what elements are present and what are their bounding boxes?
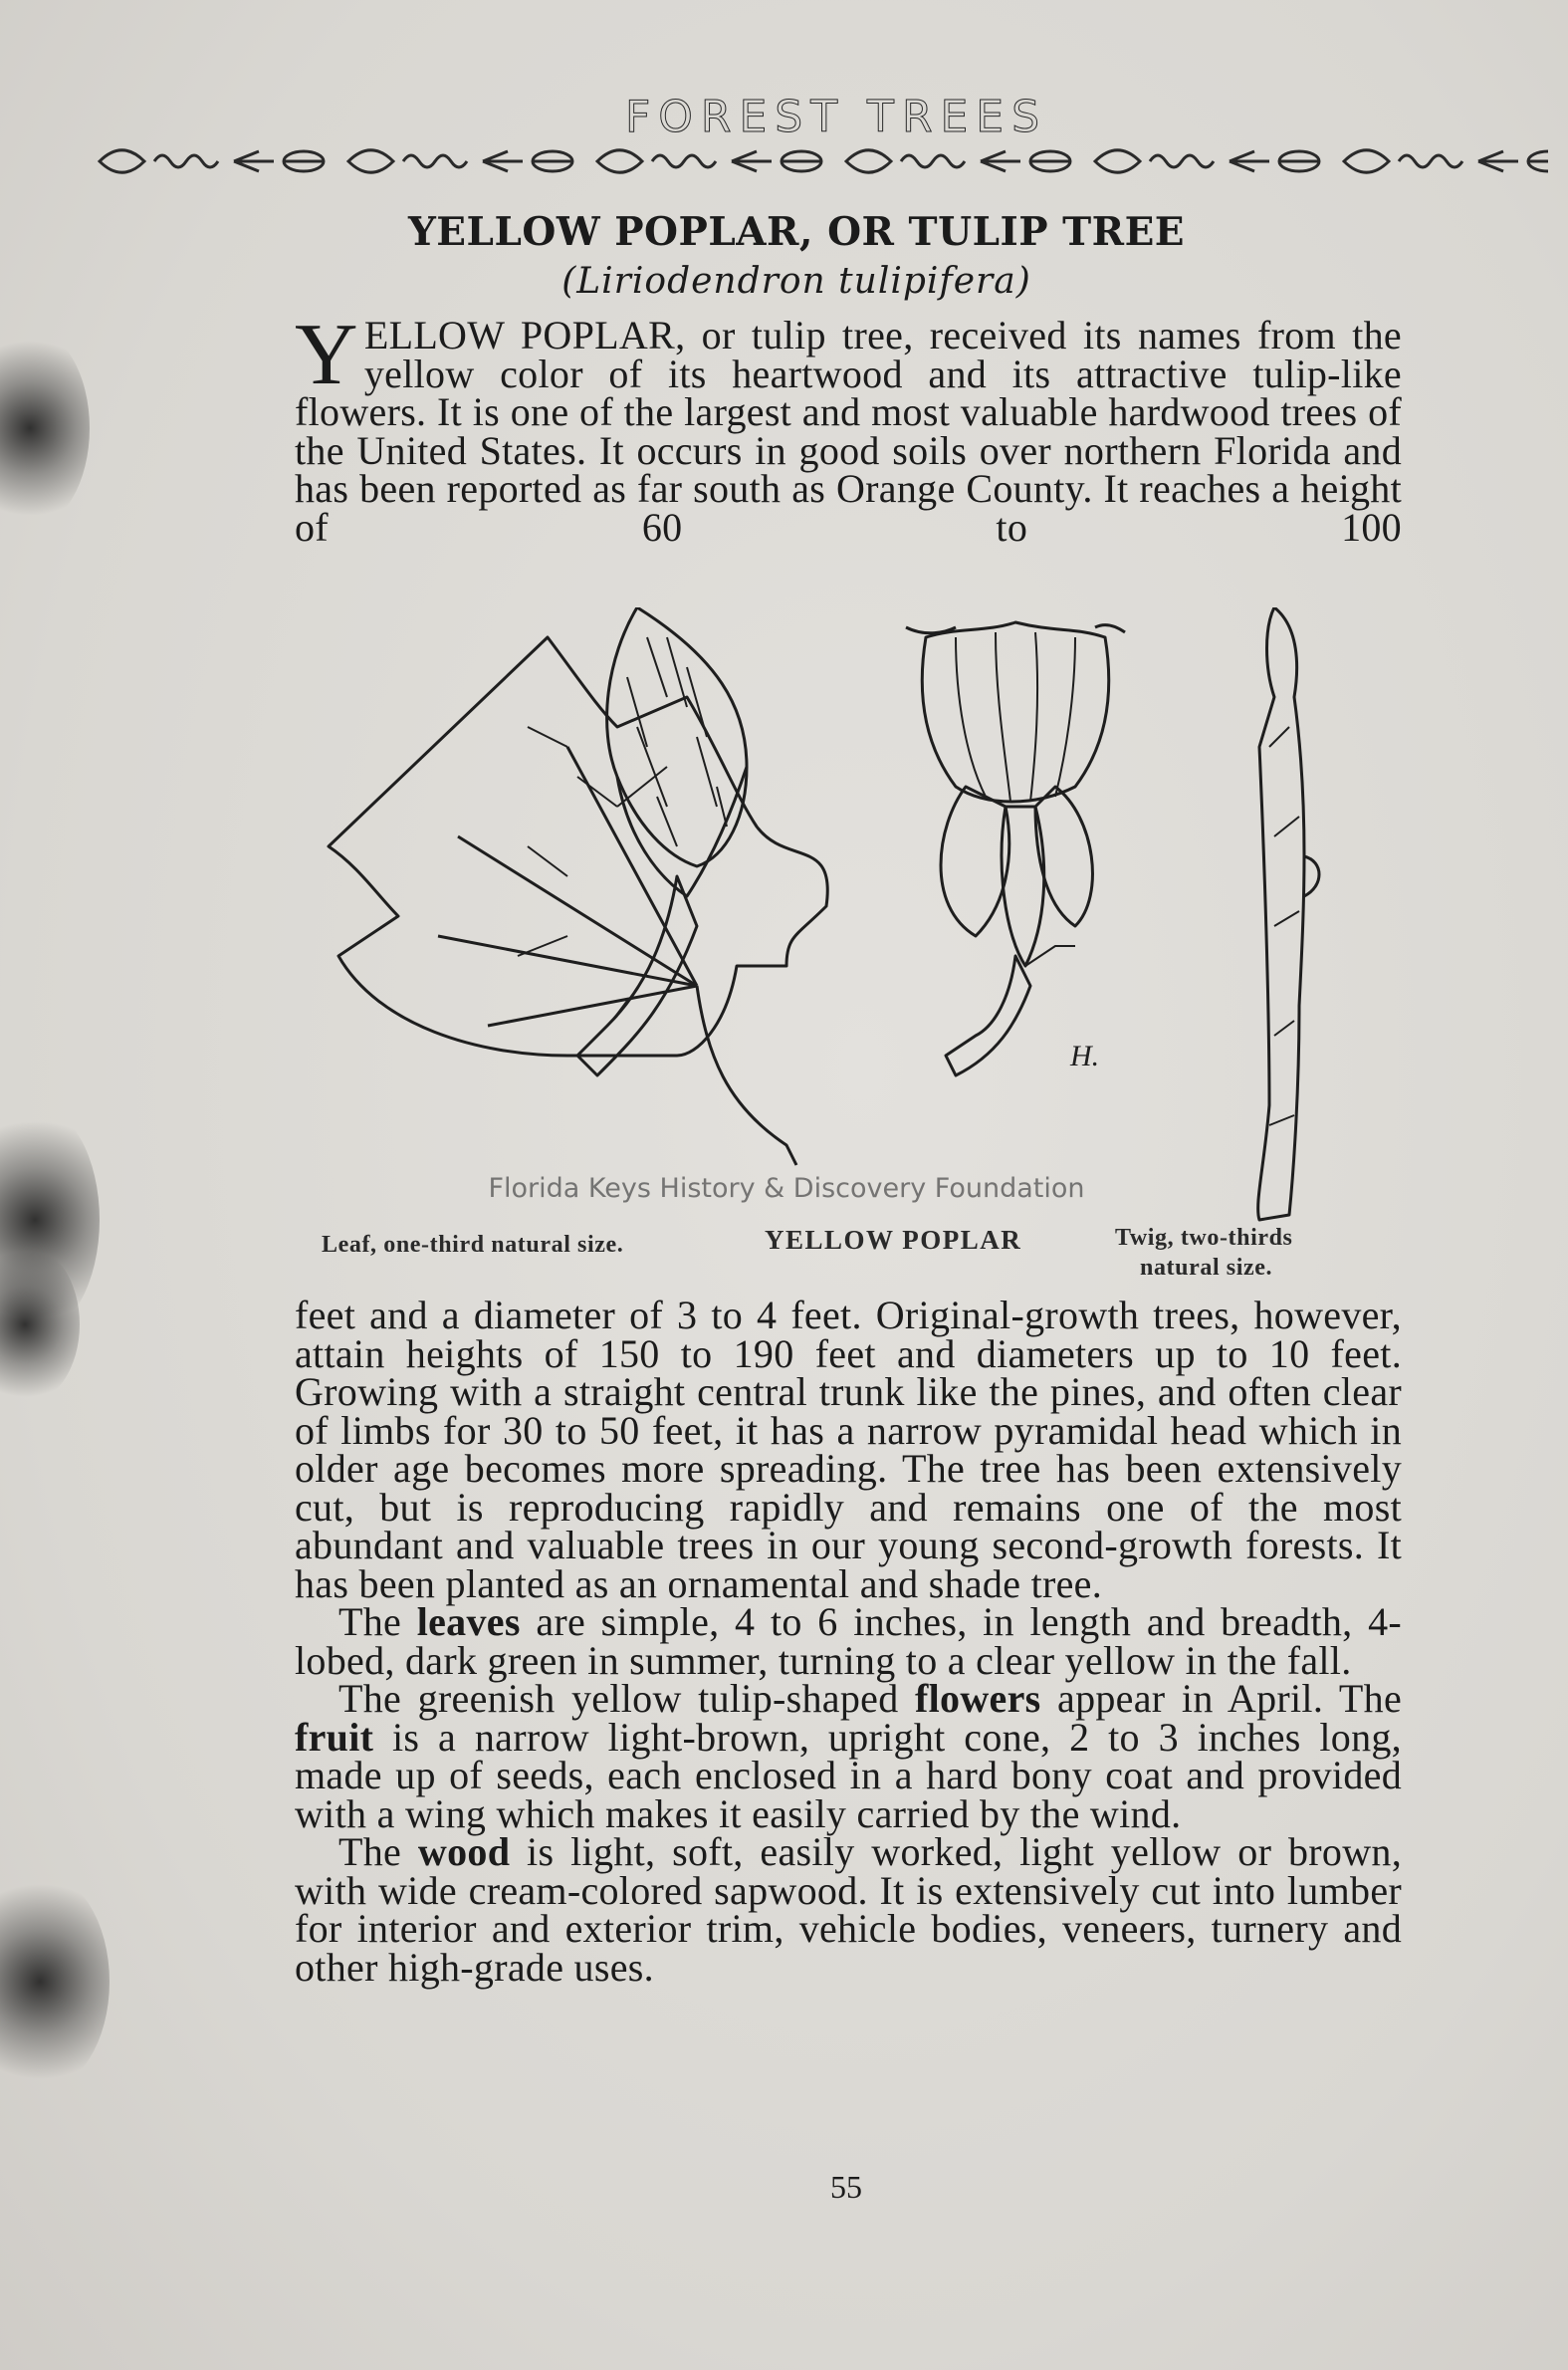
term-flowers: flowers: [915, 1676, 1041, 1721]
burn-mark: [0, 1872, 110, 2091]
body-text: [295, 1293, 1403, 1990]
article-title: YELLOW POPLAR, OR TULIP TREE: [407, 209, 1186, 255]
paragraph-leaves: The leaves are simple, 4 to 6 inches, in length and breadth, 4-lobed, dark green in summer, turning to a clear yellow in the fall.: [295, 1599, 1402, 1683]
caption-twig-line2: natural size.: [1140, 1255, 1273, 1281]
yellow-poplar-illustration: [319, 607, 1394, 1225]
caption-twig-line1: Twig, two-thirds: [1115, 1225, 1293, 1251]
page-number: 55: [830, 2169, 862, 2205]
artist-mark: H.: [1070, 1040, 1100, 1072]
paragraph-wood: The wood is light, soft, easily worked, light yellow or brown, with wide cream-colored sapwood. It is extensively cut into lumber for interior and exterior trim, vehicle bodies, veneers, turnery and other high-grade uses.: [295, 1829, 1403, 1990]
term-leaves: leaves: [416, 1599, 521, 1644]
term-wood: wood: [417, 1829, 511, 1874]
running-header: FOREST TREES: [624, 92, 1048, 142]
term-fruit: fruit: [295, 1714, 374, 1760]
decorative-border-ornament: [95, 141, 1548, 181]
burn-mark: [0, 329, 90, 528]
intro-text: ELLOW POPLAR, or tulip tree, received its names from the yellow color of its heartwood and its attractive tulip-like flowers. It is one of the largest and most valuable hardwood trees of the United States. It occurs in good soils over northern Florida and has been reported as far south as Orange County. It reaches a height of 60 to 100: [295, 313, 1402, 550]
intro-paragraph: [295, 307, 1402, 550]
paragraph-growth: feet and a diameter of 3 to 4 feet. Original-growth trees, however, attain heights of 150 to 190 feet and diameters up to 10 feet. Growing with a straight central trunk like the pines, and often clear of limbs for 30 to 50 feet, it has a narrow pyramidal head which in older age becomes more spreading. The tree has been extensively cut, but is reproducing rapidly and remains one of the most abundant and valuable trees in our young second-growth forests. It has been planted as an ornamental and shade tree.: [295, 1293, 1402, 1606]
caption-leaf: Leaf, one-third natural size.: [322, 1232, 624, 1258]
caption-yellow-poplar: YELLOW POPLAR: [765, 1225, 1022, 1255]
paragraph-flowers: The greenish yellow tulip-shaped flowers appear in April. The fruit is a narrow light-brown, upright cone, 2 to 3 inches long, made up of seeds, each enclosed in a hard bony coat and provided with a wing which makes it easily carried by the wind.: [295, 1676, 1403, 1836]
watermark-text: Florida Keys History & Discovery Foundation: [488, 1173, 1085, 1204]
scientific-name: (Liriodendron tulipifera): [561, 261, 1031, 302]
drop-cap: Y: [295, 307, 358, 403]
